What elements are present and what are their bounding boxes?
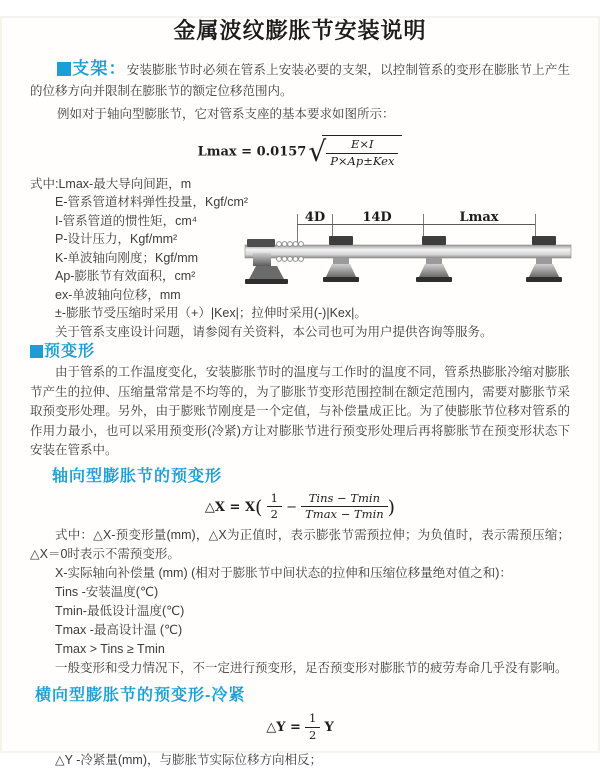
axial-formula-explanation: 式中：△X-预变形量(mm)，△X为正值时，表示膨张节需预拉伸；为负值时，表示需预压缩；△X＝0时表示不需预变形。 — [30, 528, 570, 562]
temperature-fraction — [301, 492, 388, 523]
definition-line: Tins -安装温度(℃) — [55, 585, 159, 600]
consulting-note-line: 关于管系支座设计问题，请参阅有关资料，本公司也可为用户提供咨询等服务。 — [55, 324, 493, 339]
definition-line: I-管系管道的惯性矩，cm⁴ — [55, 213, 198, 228]
fraction-half — [267, 492, 282, 523]
definition-line: Tmin-最低设计温度(℃) — [55, 604, 185, 619]
definition-line: P-设计压力，Kgf/mm² — [55, 232, 178, 247]
fraction-numerator: E×I — [326, 138, 398, 154]
fraction-numerator: 1 — [305, 712, 320, 728]
blue-square-bullet-icon — [57, 62, 71, 76]
guide-support — [526, 236, 562, 282]
fraction-denominator: P×Ap±Kex — [330, 153, 395, 168]
predeform-section-header — [30, 342, 570, 361]
definition-line: ex-单波轴向位移，mm — [55, 287, 181, 302]
lmax-formula — [0, 135, 600, 169]
fraction-denominator: Tmax − Tmin — [305, 507, 384, 522]
guide-support — [323, 236, 359, 282]
fraction-denominator: 2 — [309, 727, 317, 742]
definition-line: Tmax -最高设计温 (℃) — [55, 623, 183, 638]
guide-support — [416, 236, 452, 282]
predeform-body-paragraph: 由于管系的工作温度变化，安装膨胀节时的温度与工作时的温度不同，管系热膨胀冷缩对膨胀节产生的拉伸、压缩量常常是不均等的，为了膨胀节变形范围控制在额定范围内，需要对膨胀节采取预变形处理。另外，由于膨账节刚度是一个定值，与补偿量成正比。为了使膨胀节位移对管系的作用力最小，也可以采用预变形(冷紧)方让对膨胀节进行预变形处理后再将膨胀节在预变形状态下安装在管系中。 — [30, 365, 570, 458]
close-paren: ) — [387, 495, 396, 518]
pipe — [245, 245, 571, 258]
definition-line: E-管系管道材料弹性投量，Kgf/cm² — [55, 195, 249, 210]
radicand — [322, 135, 402, 169]
radical-sign: √ — [308, 135, 327, 169]
definition-line: ±-膨胀节受压缩时采用（+）|Kex|；拉伸时采用(-)|Kex|。 — [55, 306, 367, 321]
formula-lhs: △X = X — [204, 499, 256, 515]
fraction-numerator: Tins − Tmin — [301, 492, 388, 508]
predeform-header-label: 预变形 — [44, 343, 96, 361]
blue-square-bullet-icon — [30, 345, 43, 358]
dimension-label-14d: 14D — [362, 210, 392, 225]
page-title: 金属波纹膨胀节安装说明 — [173, 18, 427, 43]
axial-symbol-definitions — [55, 564, 570, 659]
support-example-line: 例如对于轴向型膨胀节，它对管系支座的基本要求如图所示： — [57, 107, 395, 121]
document-page — [0, 16, 600, 767]
temperature-inequality: Tmax > Tins ≥ Tmin — [55, 642, 165, 657]
support-intro-paragraph — [30, 58, 570, 102]
formula-lhs: △Y = — [266, 719, 301, 735]
fraction — [326, 138, 398, 169]
open-paren: ( — [255, 495, 263, 518]
axial-closing-note: 一般变形和受力情况下，不一定进行预变形，足否预变形对膨胀节的疲劳寿命几乎没有影响。 — [55, 661, 568, 676]
dimension-label-4d: 4D — [304, 210, 326, 225]
definition-line: X-实际轴向补偿量 (mm) (相对于膨胀节中间状态的拉伸和压缩位移量绝对值之和)： — [55, 566, 512, 581]
dimension-labels — [305, 210, 499, 225]
axial-predeform-subtitle: 轴向型膨胀节的预变形 — [52, 467, 223, 485]
definition-line: K-单波轴向刚度；Kgf/mm — [55, 250, 199, 265]
definition-line: Ap-膨胀节有效面积，cm² — [55, 269, 196, 284]
fraction-denominator: 2 — [270, 507, 278, 522]
axial-predeform-formula — [0, 492, 600, 523]
support-section-header: 支架： — [72, 59, 127, 78]
definition-line: 式中:Lmax-最大导向间距，m — [30, 176, 192, 191]
lateral-predeform-subtitle: 横向型膨胀节的预变形-冷紧 — [35, 687, 246, 705]
dimension-label-lmax: Lmax — [459, 210, 499, 225]
fraction-half — [305, 712, 320, 743]
lateral-note: △Y -冷紧量(mm)，与膨胀节实际位移方向相反； — [55, 752, 323, 767]
formula-rhs: Y — [324, 719, 334, 735]
pipe-support-diagram — [245, 209, 575, 301]
minus-operator: − — [286, 499, 297, 515]
formula-lhs: Lmax = 0.0157 — [197, 144, 307, 160]
fraction-numerator: 1 — [267, 492, 282, 508]
support-intro-text: 安装膨胀节时必须在管系上安装必要的支架，以控制管系的变形在膨胀节上产生的位移方向并限制在膨胀节的额定位移范围内。 — [30, 63, 570, 98]
lateral-predeform-formula — [0, 712, 600, 743]
